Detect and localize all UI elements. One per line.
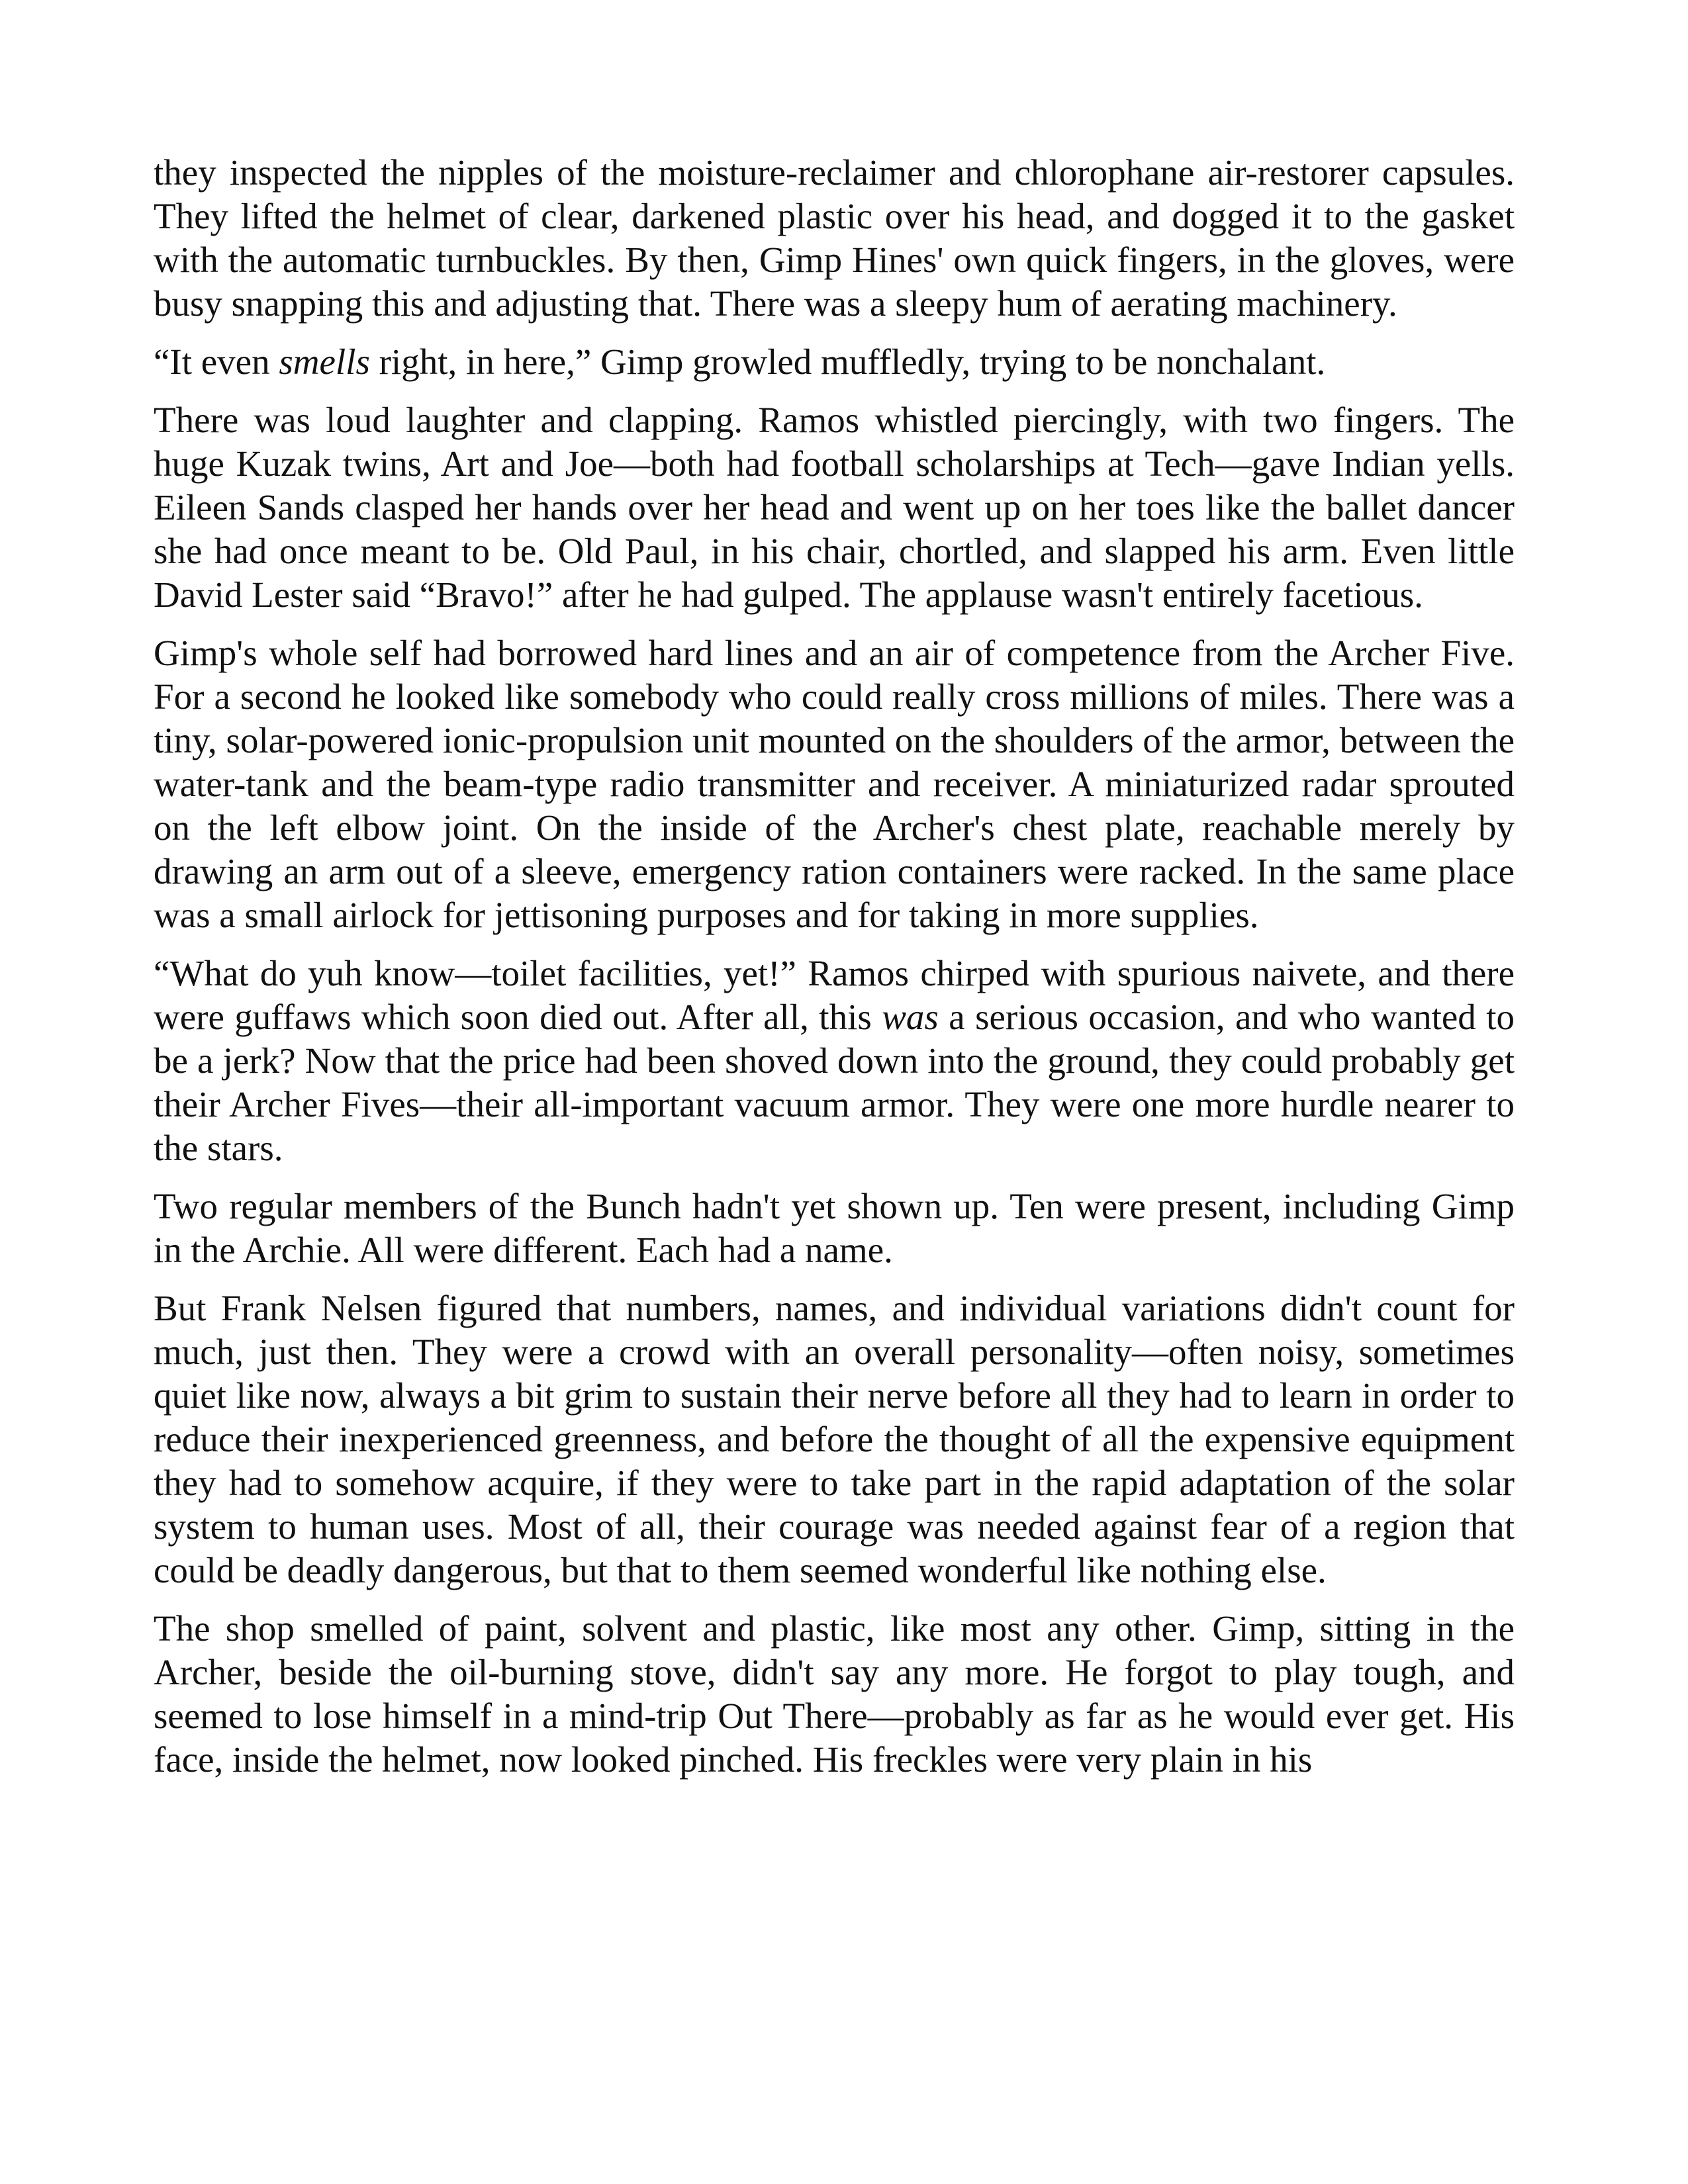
paragraph-text: “It even [154, 341, 279, 382]
paragraph-text: Two regular members of the Bunch hadn't yet shown up. Ten were present, including Gimp in the Archie. All were different. Each had a name. [154, 1186, 1515, 1270]
paragraph [154, 1287, 1515, 1592]
paragraph-text: “What do yuh know—toilet facilities, yet!” Ramos chirped with spurious naivete, and there were guffaws which soon died out. After all, this [154, 953, 1515, 1037]
paragraph [154, 1185, 1515, 1272]
paragraph-text: Gimp's whole self had borrowed hard lines and an air of competence from the Archer Five. For a second he looked like somebody who could really cross millions of miles. There was a tiny, solar-powered ionic-propulsion unit mounted on the shoulders of the armor, between the water-tank and the beam-type radio transmitter and receiver. A miniaturized radar sprouted on the left elbow joint. On the inside of the Archer's chest plate, reachable merely by drawing an arm out of a sleeve, emergency ration containers were racked. In the same place was a small airlock for jettisoning purposes and for taking in more supplies. [154, 633, 1515, 935]
paragraph-text: The shop smelled of paint, solvent and plastic, like most any other. Gimp, sitting in the Archer, beside the oil-burning stove, didn't say any more. He forgot to play tough, and seemed to lose himself in a mind-trip Out There—probably as far as he would ever get. His face, inside the helmet, now looked pinched. His freckles were very plain in his [154, 1608, 1515, 1780]
paragraph-text: right, in here,” Gimp growled muffledly, trying to be nonchalant. [369, 341, 1326, 382]
paragraph [154, 340, 1515, 384]
paragraph-text: But Frank Nelsen figured that numbers, names, and individual variations didn't count for much, just then. They were a crowd with an overall personality—often noisy, sometimes quiet like now, always a bit grim to sustain their nerve before all they had to learn in order to reduce their inexperienced greenness, and before the thought of all the expensive equipment they had to somehow acquire, if they were to take part in the rapid adaptation of the solar system to human uses. Most of all, their courage was needed against fear of a region that could be deadly dangerous, but that to them seemed wonderful like nothing else. [154, 1288, 1515, 1590]
paragraph [154, 631, 1515, 937]
emphasis-text: was [882, 997, 939, 1037]
paragraph [154, 1607, 1515, 1782]
paragraph-text: There was loud laughter and clapping. Ramos whistled piercingly, with two fingers. The huge Kuzak twins, Art and Joe—both had football scholarships at Tech—gave Indian yells. Eileen Sands clasped her hands over her head and went up on her toes like the ballet dancer she had once meant to be. Old Paul, in his chair, chortled, and slapped his arm. Even little David Lester said “Bravo!” after he had gulped. The applause wasn't entirely facetious. [154, 400, 1515, 615]
paragraph-text: a serious occasion, and who wanted to be a jerk? Now that the price had been shoved down into the ground, they could probably get their Archer Fives—their all-important vacuum armor. They were one more hurdle nearer to the stars. [154, 997, 1515, 1168]
paragraph [154, 151, 1515, 326]
paragraph-text: they inspected the nipples of the moisture-reclaimer and chlorophane air-restorer capsules. They lifted the helmet of clear, darkened plastic over his head, and dogged it to the gasket with the automatic turnbuckles. By then, Gimp Hines' own quick fingers, in the gloves, were busy snapping this and adjusting that. There was a sleepy hum of aerating machinery. [154, 152, 1515, 324]
paragraph [154, 952, 1515, 1170]
emphasis-text: smells [279, 341, 370, 382]
paragraph [154, 398, 1515, 617]
document-page [154, 151, 1515, 1796]
